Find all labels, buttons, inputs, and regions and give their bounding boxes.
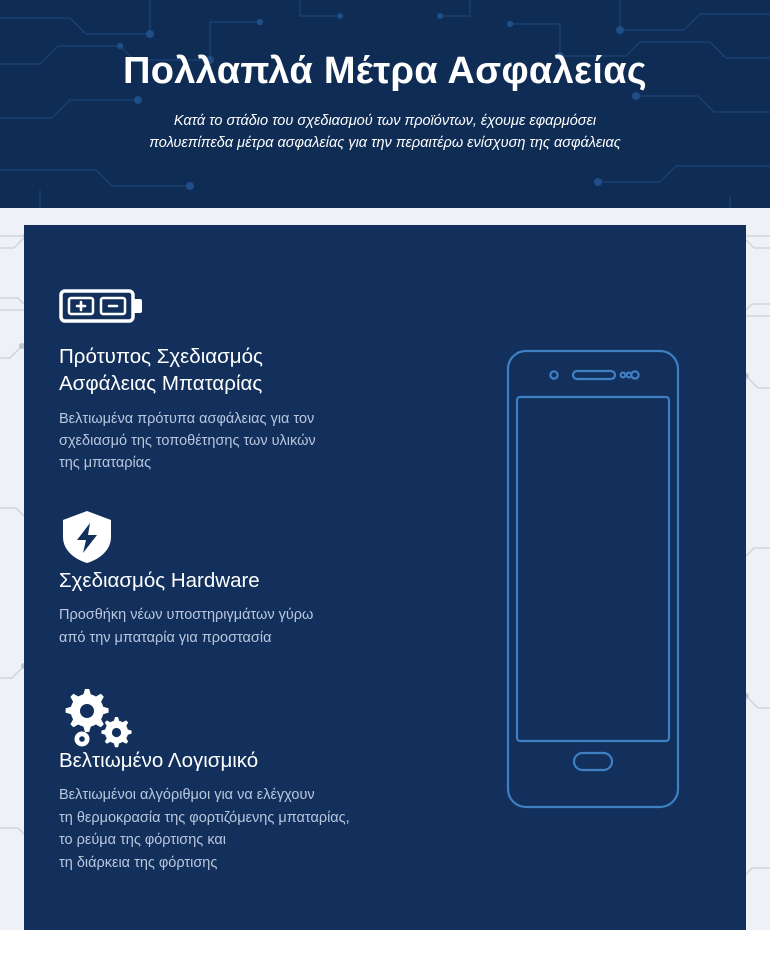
- page-subtitle: [65, 110, 705, 155]
- footer-strip: [0, 930, 770, 963]
- feature-title-hardware: [59, 567, 459, 594]
- shield-bolt-icon: [59, 509, 459, 555]
- feature-title-line-1: Πρότυπος Σχεδιασμός: [59, 345, 263, 368]
- feature-item-battery: [59, 285, 459, 475]
- feature-item-software: [59, 689, 459, 874]
- feature-desc-line-1: Βελτιωμένα πρότυπα ασφάλειας για τον: [59, 410, 315, 427]
- feature-desc-line-2: τη θερμοκρασία της φορτιζόμενης μπαταρίας,: [59, 809, 350, 826]
- feature-desc-software: [59, 784, 459, 874]
- smartphone-illustration: [478, 345, 708, 815]
- header-section: [0, 0, 770, 208]
- feature-title-software: [59, 747, 459, 774]
- feature-title-line-1: Βελτιωμένο Λογισμικό: [59, 749, 259, 773]
- subtitle-line-1: Κατά το στάδιο του σχεδιασμού των προϊόντων, έχουμε εφαρμόσει: [173, 112, 597, 129]
- features-card: [24, 225, 746, 930]
- feature-desc-line-2: από την μπαταρία για προστασία: [59, 629, 272, 646]
- battery-icon: [59, 285, 459, 331]
- feature-desc-line-4: τη διάρκεια της φόρτισης: [59, 854, 218, 871]
- feature-desc-line-2: σχεδιασμό της τοποθέτησης των υλικών: [59, 432, 316, 449]
- feature-title-battery: [59, 343, 459, 398]
- subtitle-line-2: πολυεπίπεδα μέτρα ασφαλείας για την περαιτέρω ενίσχυση της ασφάλειας: [149, 135, 621, 152]
- feature-desc-line-3: το ρεύμα της φόρτισης και: [59, 832, 226, 849]
- feature-title-line-1: Σχεδιασμός Hardware: [59, 568, 260, 592]
- feature-desc-line-3: της μπαταρίας: [59, 455, 152, 472]
- feature-desc-battery: [59, 408, 459, 475]
- feature-desc-line-1: Βελτιωμένοι αλγόριθμοι για να ελέγχουν: [59, 787, 315, 804]
- feature-desc-line-1: Προσθήκη νέων υποστηριγμάτων γύρω: [59, 607, 314, 624]
- feature-title-line-2: Ασφάλειας Μπαταρίας: [59, 372, 263, 396]
- page-title: Πολλαπλά Μέτρα Ασφαλείας: [123, 50, 647, 92]
- gears-icon: [59, 689, 459, 735]
- feature-desc-hardware: [59, 604, 459, 649]
- features-list: [59, 285, 459, 900]
- feature-item-hardware: [59, 509, 459, 649]
